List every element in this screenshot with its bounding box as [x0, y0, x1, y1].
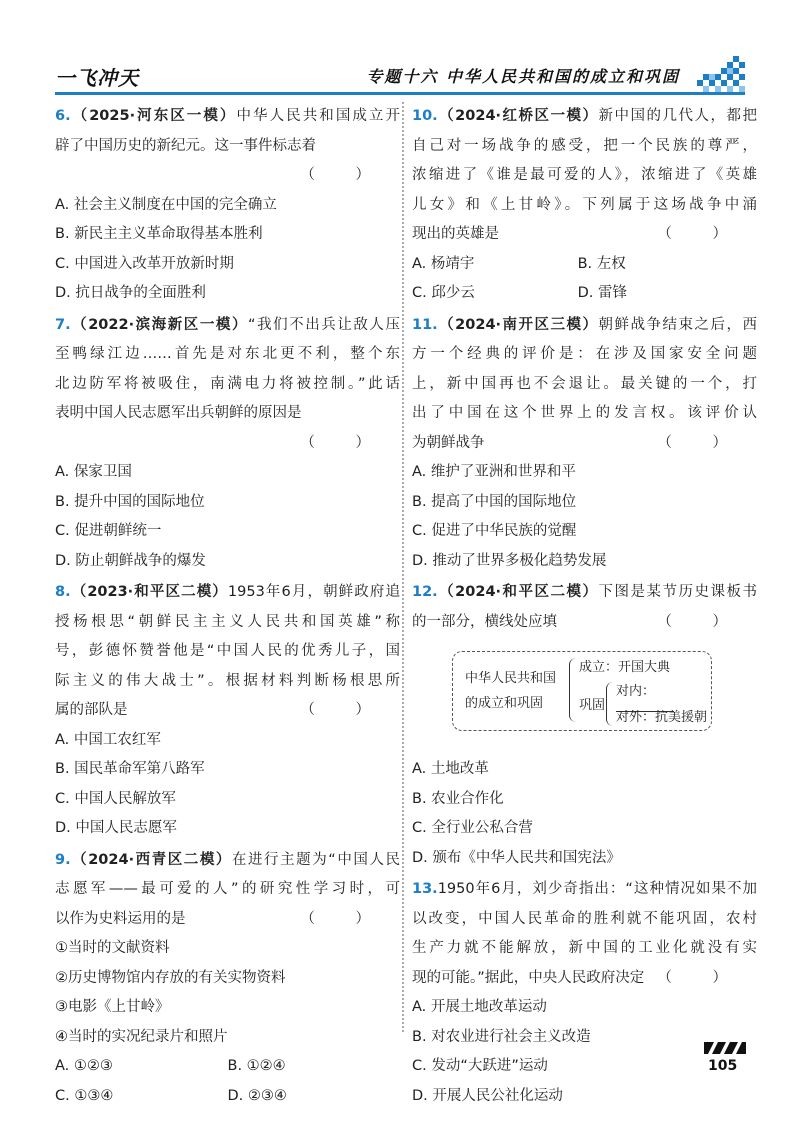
- option-d: D. 抗日战争的全面胜利: [55, 285, 206, 301]
- question-number: 8.: [55, 584, 71, 600]
- clapper-icon: [702, 1038, 748, 1058]
- board-dui-nei: 对内：: [616, 684, 656, 699]
- option-d: D. 颁布《中华人民共和国宪法》: [412, 849, 621, 866]
- statement-2: ②历史博物馆内存放的有关实物资料: [55, 969, 286, 986]
- question-number: 12.: [412, 584, 438, 600]
- answer-parentheses: （ ）: [300, 167, 388, 183]
- question-source: （2024·和平区二模）: [437, 584, 599, 600]
- answer-parentheses: （ ）: [300, 702, 388, 718]
- board-title-line2: 的成立和巩固: [465, 696, 544, 711]
- right-column: [412, 102, 757, 1113]
- page-number-badge: [702, 1038, 748, 1082]
- checker-decoration-icon: [697, 56, 745, 92]
- question-stem: 新中国的几代人，都把: [598, 108, 757, 124]
- option-b: B. 对农业进行社会主义改造: [412, 1028, 591, 1045]
- question-stem: 的一部分，横线处应填: [412, 613, 557, 630]
- option-a: A. ①②③: [55, 1058, 113, 1074]
- question-stem: 志愿军——最可爱的人”的研究性学习时，可: [55, 881, 400, 897]
- option-d: D. 防止朝鲜战争的爆发: [55, 552, 206, 569]
- board-title-line1: 中华人民共和国: [465, 671, 557, 686]
- question-stem: 下图是某节历史课板书: [598, 584, 757, 600]
- column-divider: [402, 102, 404, 1032]
- question-stem: 为朝鲜战争: [412, 434, 485, 451]
- question-stem: 浓缩进了《谁是最可爱的人》，浓缩进了《英雄: [412, 167, 757, 183]
- question-source: （2024·西青区二模）: [70, 851, 232, 868]
- answer-parentheses: （ ）: [657, 434, 745, 451]
- question-stem: 1953年6月，朝鲜政府追: [227, 584, 400, 600]
- answer-parentheses: （ ）: [657, 226, 745, 242]
- question-stem: 现出的英雄是: [412, 226, 499, 242]
- option-b: B. 提升中国的国际地位: [55, 493, 205, 510]
- option-c: C. 中国人民解放军: [55, 790, 176, 807]
- board-dui-wai: 对外：抗美援朝: [616, 710, 708, 725]
- question-12: [412, 578, 757, 873]
- option-a: A. 维护了亚洲和世界和平: [412, 464, 576, 480]
- question-stem: 授杨根思“朝鲜民主主义人民共和国英雄”称: [55, 613, 400, 630]
- question-stem: 儿女》和《上甘岭》。下列属于这场战争中涌: [412, 196, 757, 213]
- option-b: B. 农业合作化: [412, 790, 504, 807]
- option-d: D. 中国人民志愿军: [55, 820, 177, 836]
- option-a: A. 杨靖宇: [412, 255, 475, 272]
- question-stem: 至鸭绿江边……首先是对东北更不利，整个东: [55, 346, 400, 362]
- question-number: 7.: [55, 316, 71, 333]
- question-8: [55, 578, 400, 844]
- question-stem: 出了中国在这个世界上的发言权。该评价认: [412, 405, 757, 421]
- page-header: [0, 0, 800, 95]
- question-stem: 方一个经典的评价是：在涉及国家安全问题: [412, 346, 757, 362]
- option-b: B. 左权: [577, 255, 626, 272]
- board-cheng-li: 成立：开国大典: [579, 660, 671, 675]
- question-stem: 上，新中国再也不会退让。最关键的一个，打: [412, 375, 757, 392]
- question-stem: 北边防军将被吸住，南满电力将被控制。”此话: [55, 375, 400, 392]
- answer-parentheses: （ ）: [657, 613, 745, 630]
- option-a: A. 土地改革: [412, 761, 489, 777]
- statement-3: ③电影《上甘岭》: [55, 999, 170, 1015]
- question-10: [412, 102, 757, 309]
- page-number: 105: [708, 1058, 738, 1074]
- question-stem: 际主义的伟大战士”。根据材料判断杨根思所: [55, 672, 400, 689]
- question-number: 9.: [55, 851, 71, 868]
- question-stem: 现的可能。”据此，中央人民政府决定: [412, 969, 645, 986]
- question-stem: 在进行主题为“中国人民: [231, 851, 400, 868]
- option-b: B. 新民主主义革命取得基本胜利: [55, 226, 263, 242]
- question-7: [55, 311, 400, 577]
- option-c: C. 中国进入改革开放新时期: [55, 255, 234, 272]
- brand-logo: 一飞冲天: [55, 66, 139, 90]
- option-c: C. ①③④: [55, 1087, 114, 1104]
- question-stem: 表明中国人民志愿军出兵朝鲜的原因是: [55, 405, 302, 421]
- option-c: C. 促进了中华民族的觉醒: [412, 523, 577, 539]
- option-d: D. ②③④: [227, 1087, 287, 1104]
- left-column: [55, 102, 400, 1113]
- question-number: 13.: [412, 881, 438, 897]
- option-c: C. 发动“大跃进”运动: [412, 1058, 548, 1074]
- topic-title: 专题十六 中华人民共和国的成立和巩固: [366, 67, 680, 86]
- question-source: （2023·和平区二模）: [70, 584, 228, 600]
- question-stem: 号，彭德怀赞誉他是“中国人民的优秀儿子，国: [55, 643, 400, 659]
- question-stem: 中华人民共和国成立开: [236, 108, 400, 124]
- brace-bracket: [606, 682, 613, 726]
- option-c: C. 邱少云: [412, 285, 475, 301]
- question-stem: 辟了中国历史的新纪元。这一事件标志着: [55, 137, 316, 154]
- question-stem: 以改变，中国人民革命的胜利就不能巩固，农村: [412, 910, 757, 927]
- header-rule: [55, 92, 745, 95]
- question-source: （2024·南开区三模）: [437, 316, 599, 333]
- question-stem: 1950年6月，刘少奇指出：“这种情况如果不加: [437, 881, 757, 897]
- answer-parentheses: （ ）: [300, 910, 388, 927]
- question-stem: 生产力就不能解放，新中国的工业化就没有实: [412, 940, 757, 956]
- question-stem: 朝鲜战争结束之后，西: [598, 316, 757, 333]
- option-a: A. 开展土地改革运动: [412, 999, 547, 1015]
- option-c: C. 促进朝鲜统一: [55, 523, 162, 539]
- brace-bracket: [569, 658, 576, 722]
- question-stem: 自己对一场战争的感受，把一个民族的尊严，: [412, 137, 757, 154]
- question-stem: 以作为史料运用的是: [55, 910, 186, 927]
- answer-parentheses: （ ）: [300, 434, 388, 451]
- statement-4: ④当时的实况纪录片和照片: [55, 1028, 228, 1045]
- statement-1: ①当时的文献资料: [55, 940, 170, 956]
- question-stem: 属的部队是: [55, 702, 128, 718]
- option-d: D. 雷锋: [577, 285, 627, 301]
- board-gong-gu: 巩固: [579, 698, 606, 713]
- option-a: A. 保家卫国: [55, 464, 132, 480]
- option-d: D. 推动了世界多极化趋势发展: [412, 552, 607, 569]
- option-b: B. 国民革命军第八路军: [55, 761, 205, 777]
- question-stem: “我们不出兵让敌人压: [248, 316, 400, 333]
- option-b: B. ①②④: [227, 1058, 286, 1074]
- answer-parentheses: （ ）: [657, 969, 745, 986]
- question-source: （2022·滨海新区一模）: [70, 316, 248, 333]
- question-number: 11.: [412, 316, 438, 333]
- blackboard-diagram: [452, 651, 712, 731]
- question-source: （2024·红桥区一模）: [437, 108, 599, 124]
- option-c: C. 全行业公私合营: [412, 820, 533, 836]
- question-source: （2025·河东区一模）: [70, 108, 237, 124]
- question-9: [55, 846, 400, 1112]
- question-number: 10.: [412, 108, 438, 124]
- option-a: A. 社会主义制度在中国的完全确立: [55, 196, 277, 213]
- option-d: D. 开展人民公社化运动: [412, 1087, 563, 1104]
- option-b: B. 提高了中国的国际地位: [412, 493, 577, 510]
- option-a: A. 中国工农红军: [55, 731, 161, 748]
- question-11: [412, 311, 757, 577]
- question-6: [55, 102, 400, 309]
- question-number: 6.: [55, 108, 71, 124]
